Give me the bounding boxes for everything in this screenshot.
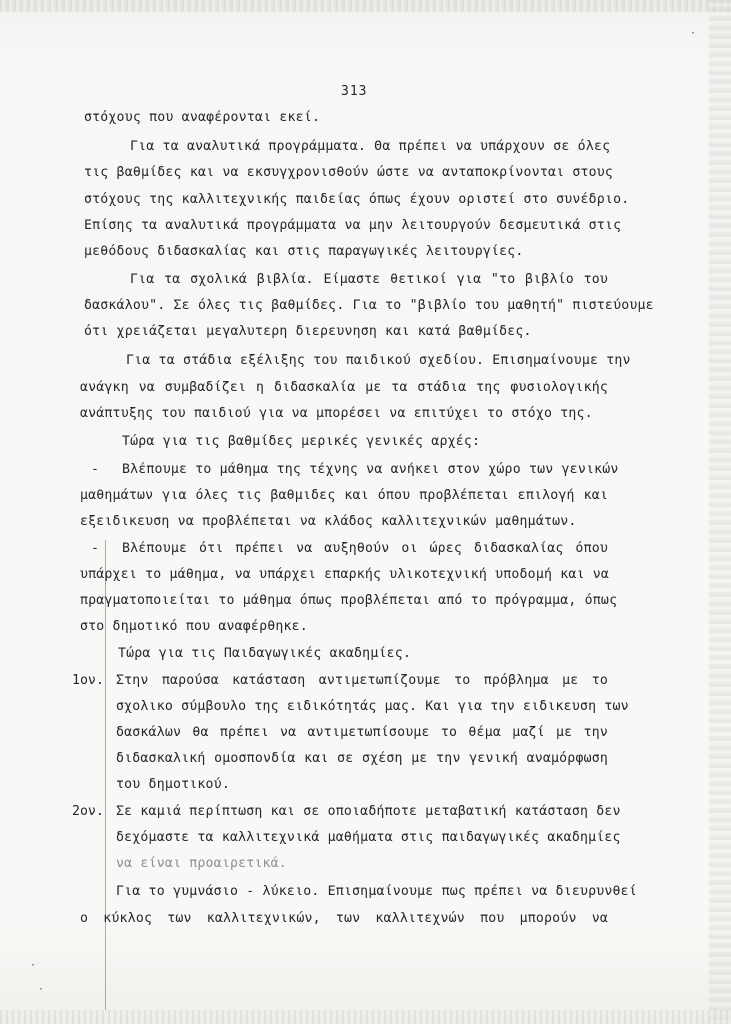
scan-speck: · xyxy=(38,984,45,995)
text-line: Βλέπουμε ότι πρέπει να αυξηθούν οι ώρες διδασκαλίας όπου xyxy=(122,541,608,556)
text-line-faded: να είναι προαιρετικά. xyxy=(116,856,287,871)
text-line: ο κύκλος των καλλιτεχνικών, των καλλιτεχνών που μπορούν να xyxy=(80,911,608,926)
text-line: δασκάλων θα πρέπει να αντιμετωπίσουμε το θέμα μαζί με την xyxy=(116,725,608,740)
text-line: ανάπτυξης του παιδιού για να μπορέσει να επιτύχει το στόχο της. xyxy=(80,406,593,421)
list-number: 2ον. xyxy=(72,804,104,819)
text-line: διδασκαλική ομοσπονδία και σε σχέση με την γενική αναμόρφωση xyxy=(116,751,608,766)
text-line: Για τα αναλυτικά προγράμματα. Θα πρέπει να υπάρχουν σε όλες xyxy=(130,139,611,154)
text-line: του δημοτικού. xyxy=(116,777,230,792)
text-line: Τώρα για τις Παιδαγωγικές ακαδημίες. xyxy=(118,646,412,661)
list-dash: - xyxy=(91,541,99,556)
page-number: 313 xyxy=(341,84,368,99)
margin-rule xyxy=(105,540,106,1010)
text-line: ανάγκη να συμβαδίζει η διδασκαλία με τα στάδια της φυσιολογικής xyxy=(80,380,608,395)
text-line: Για τα σχολικά βιβλία. Είμαστε θετικοί για "το βιβλίο του xyxy=(130,272,608,287)
text-line: Για το γυμνάσιο - λύκειο. Επισημαίνουμε πως πρέπει να διευρυνθεί xyxy=(116,884,637,899)
list-number: 1ον. xyxy=(72,673,104,688)
text-line: στο δημοτικό που αναφέρθηκε. xyxy=(80,619,308,634)
text-line: Τώρα για τις βαθμίδες μερικές γενικές αρχές: xyxy=(122,434,481,449)
text-line: τις βαθμίδες και να εκσυγχρονισθούν ώστε να ανταποκρίνονται στους xyxy=(84,165,614,180)
list-dash: - xyxy=(91,462,99,477)
text-line: Επίσης τα αναλυτικά προγράμματα να μην λειτουργούν δεσμευτικά στις xyxy=(84,218,622,233)
scan-edge-bottom xyxy=(0,1010,731,1024)
text-line: δασκάλου". Σε όλες τις βαθμίδες. Για το "βιβλίο του μαθητή" πιστεύουμε xyxy=(84,298,654,313)
scan-speck: · xyxy=(30,960,37,971)
text-line: πραγματοποιείται το μάθημα όπως προβλέπεται από το πρόγραμμα, όπως xyxy=(80,593,618,608)
text-line: ότι χρειάζεται μεγαλυτερη διερευνηση και κατά βαθμίδες. xyxy=(84,324,532,339)
text-line: Βλέπουμε το μάθημα της τέχνης να ανήκει στον χώρο των γενικών xyxy=(122,462,619,477)
text-line: σχολικο σύμβουλο της ειδικότητάς μας. Και για την ειδικευση των xyxy=(116,699,629,714)
text-line: μεθόδους διδασκαλίας και στις παραγωγικές λειτουργίες. xyxy=(84,244,524,259)
scan-speck: · xyxy=(690,28,697,39)
scan-edge-right xyxy=(709,0,731,1024)
text-line: δεχόμαστε τα καλλιτεχνικά μαθήματα στις παιδαγωγικές ακαδημίες xyxy=(116,830,621,845)
text-line: Στην παρούσα κατάσταση αντιμετωπίζουμε το πρόβλημα με το xyxy=(116,673,608,688)
text-line: στόχους της καλλιτεχνικής παιδείας όπως έχουν οριστεί στο συνέδριο. xyxy=(84,192,630,207)
text-line: Για τα στάδια εξέλιξης του παιδικού σχεδίου. Επισημαίνουμε την xyxy=(126,353,631,368)
scan-edge-top xyxy=(0,0,731,12)
text-line: υπάρχει το μάθημα, να υπάρχει επαρκής υλικοτεχνική υποδομή και να xyxy=(80,567,610,582)
text-line: μαθημάτων για όλες τις βαθμιδες και όπου προβλέπεται επιλογή και xyxy=(80,488,608,503)
text-line: εξειδικευση να προβλέπεται να κλάδος καλλιτεχνικών μαθημάτων. xyxy=(80,514,577,529)
text-line: στόχους που αναφέρονται εκεί. xyxy=(84,110,321,125)
text-line: Σε καμιά περίπτωση και σε οποιαδήποτε μεταβατική κατάσταση δεν xyxy=(116,804,621,819)
